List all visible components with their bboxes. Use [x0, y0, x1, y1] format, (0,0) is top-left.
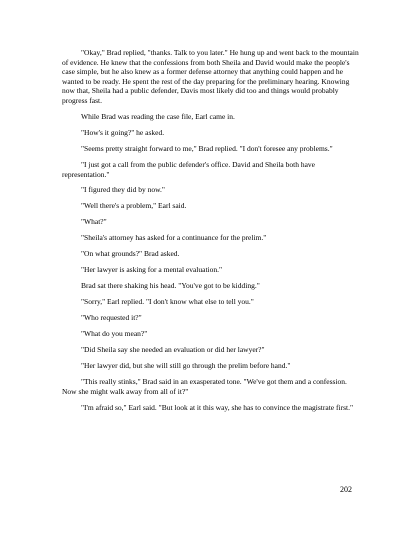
- paragraph: "I figured they did by now.": [81, 185, 165, 195]
- paragraph: "Well there's a problem," Earl said.: [81, 201, 187, 211]
- paragraph: "I just got a call from the public defender's office. David and Sheila both have representation.": [62, 159, 315, 179]
- paragraph: "What do you mean?": [81, 329, 148, 339]
- paragraph: "Okay," Brad replied, "thanks. Talk to you later." He hung up and went back to the mountain of evidence. He knew that the confessions from both Sheila and David would make the people's case simple, but he also knew as a former defense attorney that anything could happen and he wanted to be ready. He spent the rest of the day preparing for the preliminary hearing. Knowing now that, Sheila had a public defender, Davis most likely did too and things would probably progress fast.: [62, 48, 359, 105]
- paragraph: "Her lawyer is asking for a mental evaluation.": [81, 265, 223, 275]
- paragraph: Brad sat there shaking his head. "You've got to be kidding.": [81, 281, 260, 291]
- paragraph: While Brad was reading the case file, Earl came in.: [81, 111, 235, 121]
- paragraph: "This really stinks," Brad said in an exasperated tone. "We've got them and a confession. Now she might walk away from all of it?": [62, 377, 347, 396]
- paragraph: "On what grounds?" Brad asked.: [81, 249, 180, 259]
- paragraph: "How's it going?" he asked.: [81, 127, 165, 137]
- paragraph: "Did Sheila say she needed an evaluation or did her lawyer?": [81, 345, 265, 355]
- paragraph: "What?": [81, 217, 107, 227]
- paragraph: "Who requested it?": [81, 313, 142, 323]
- page-number: 202: [340, 485, 352, 494]
- paragraph: "Seems pretty straight forward to me," Brad replied. "I don't foresee any problems.": [81, 143, 333, 153]
- paragraph: "Sorry," Earl replied. "I don't know what else to tell you.": [81, 297, 254, 307]
- paragraph: "I'm afraid so," Earl said. "But look at it this way, she has to convince the magistrate first.": [81, 402, 354, 412]
- paragraph: "Her lawyer did, but she will still go through the prelim before hand.": [81, 361, 291, 371]
- body-text: [62, 48, 362, 419]
- paragraph: "Sheila's attorney has asked for a continuance for the prelim.": [81, 233, 267, 243]
